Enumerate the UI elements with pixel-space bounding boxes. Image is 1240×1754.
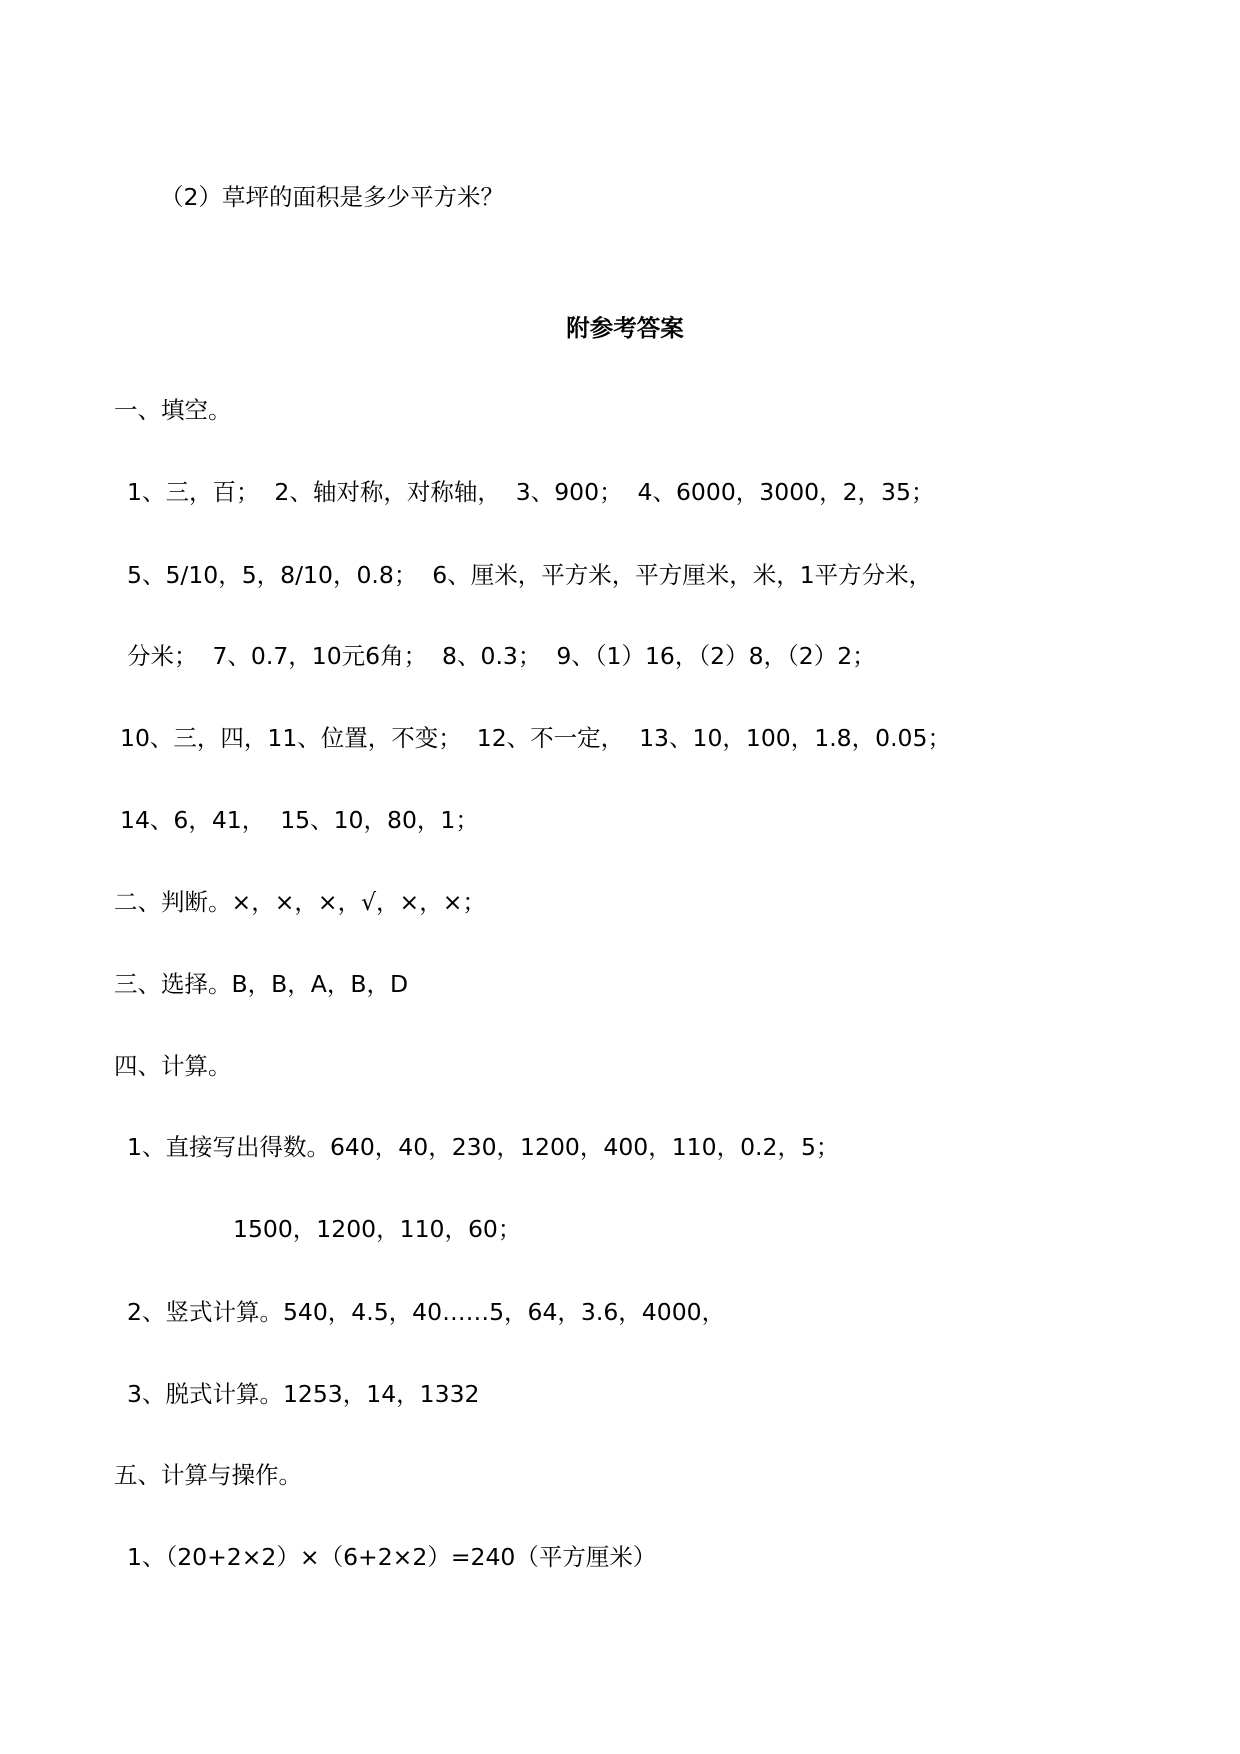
answer-line: 1、三，百； 2、轴对称，对称轴， 3、900； 4、6000，3000，2，35； [127,478,935,506]
answer-line: 2、竖式计算。540，4.5，40……5，64，3.6，4000， [127,1298,726,1326]
answer-line: 14、6，41， 15、10，80，1； [120,806,479,834]
answer-line: 1500，1200，110，60； [233,1215,522,1243]
answer-line: 10、三，四，11、位置，不变； 12、不一定， 13、10，100，1.8，0.05； [120,724,951,752]
section-1-heading: 一、填空。 [114,396,232,424]
answer-line: 分米； 7、0.7，10元6角； 8、0.3； 9、（1）16，（2）8，（2）2； [127,642,876,670]
answer-line: 1、（20+2×2）×（6+2×2）=240（平方厘米） [127,1543,657,1571]
section-2-judgement: 二、判断。×，×，×，√，×，×； [114,888,486,916]
answer-line: 1、直接写出得数。640，40，230，1200，400，110，0.2，5； [127,1133,840,1161]
question-text: （2）草坪的面积是多少平方米？ [160,183,504,211]
section-5-heading: 五、计算与操作。 [114,1461,302,1489]
section-3-choice: 三、选择。B，B，A，B，D [114,970,409,998]
section-4-heading: 四、计算。 [114,1052,232,1080]
answer-line: 3、脱式计算。1253，14，1332 [127,1380,480,1408]
answer-line: 5、5/10，5，8/10，0.8； 6、厘米，平方米，平方厘米，米，1平方分米， [127,561,933,589]
answer-title: 附参考答案 [566,314,684,342]
